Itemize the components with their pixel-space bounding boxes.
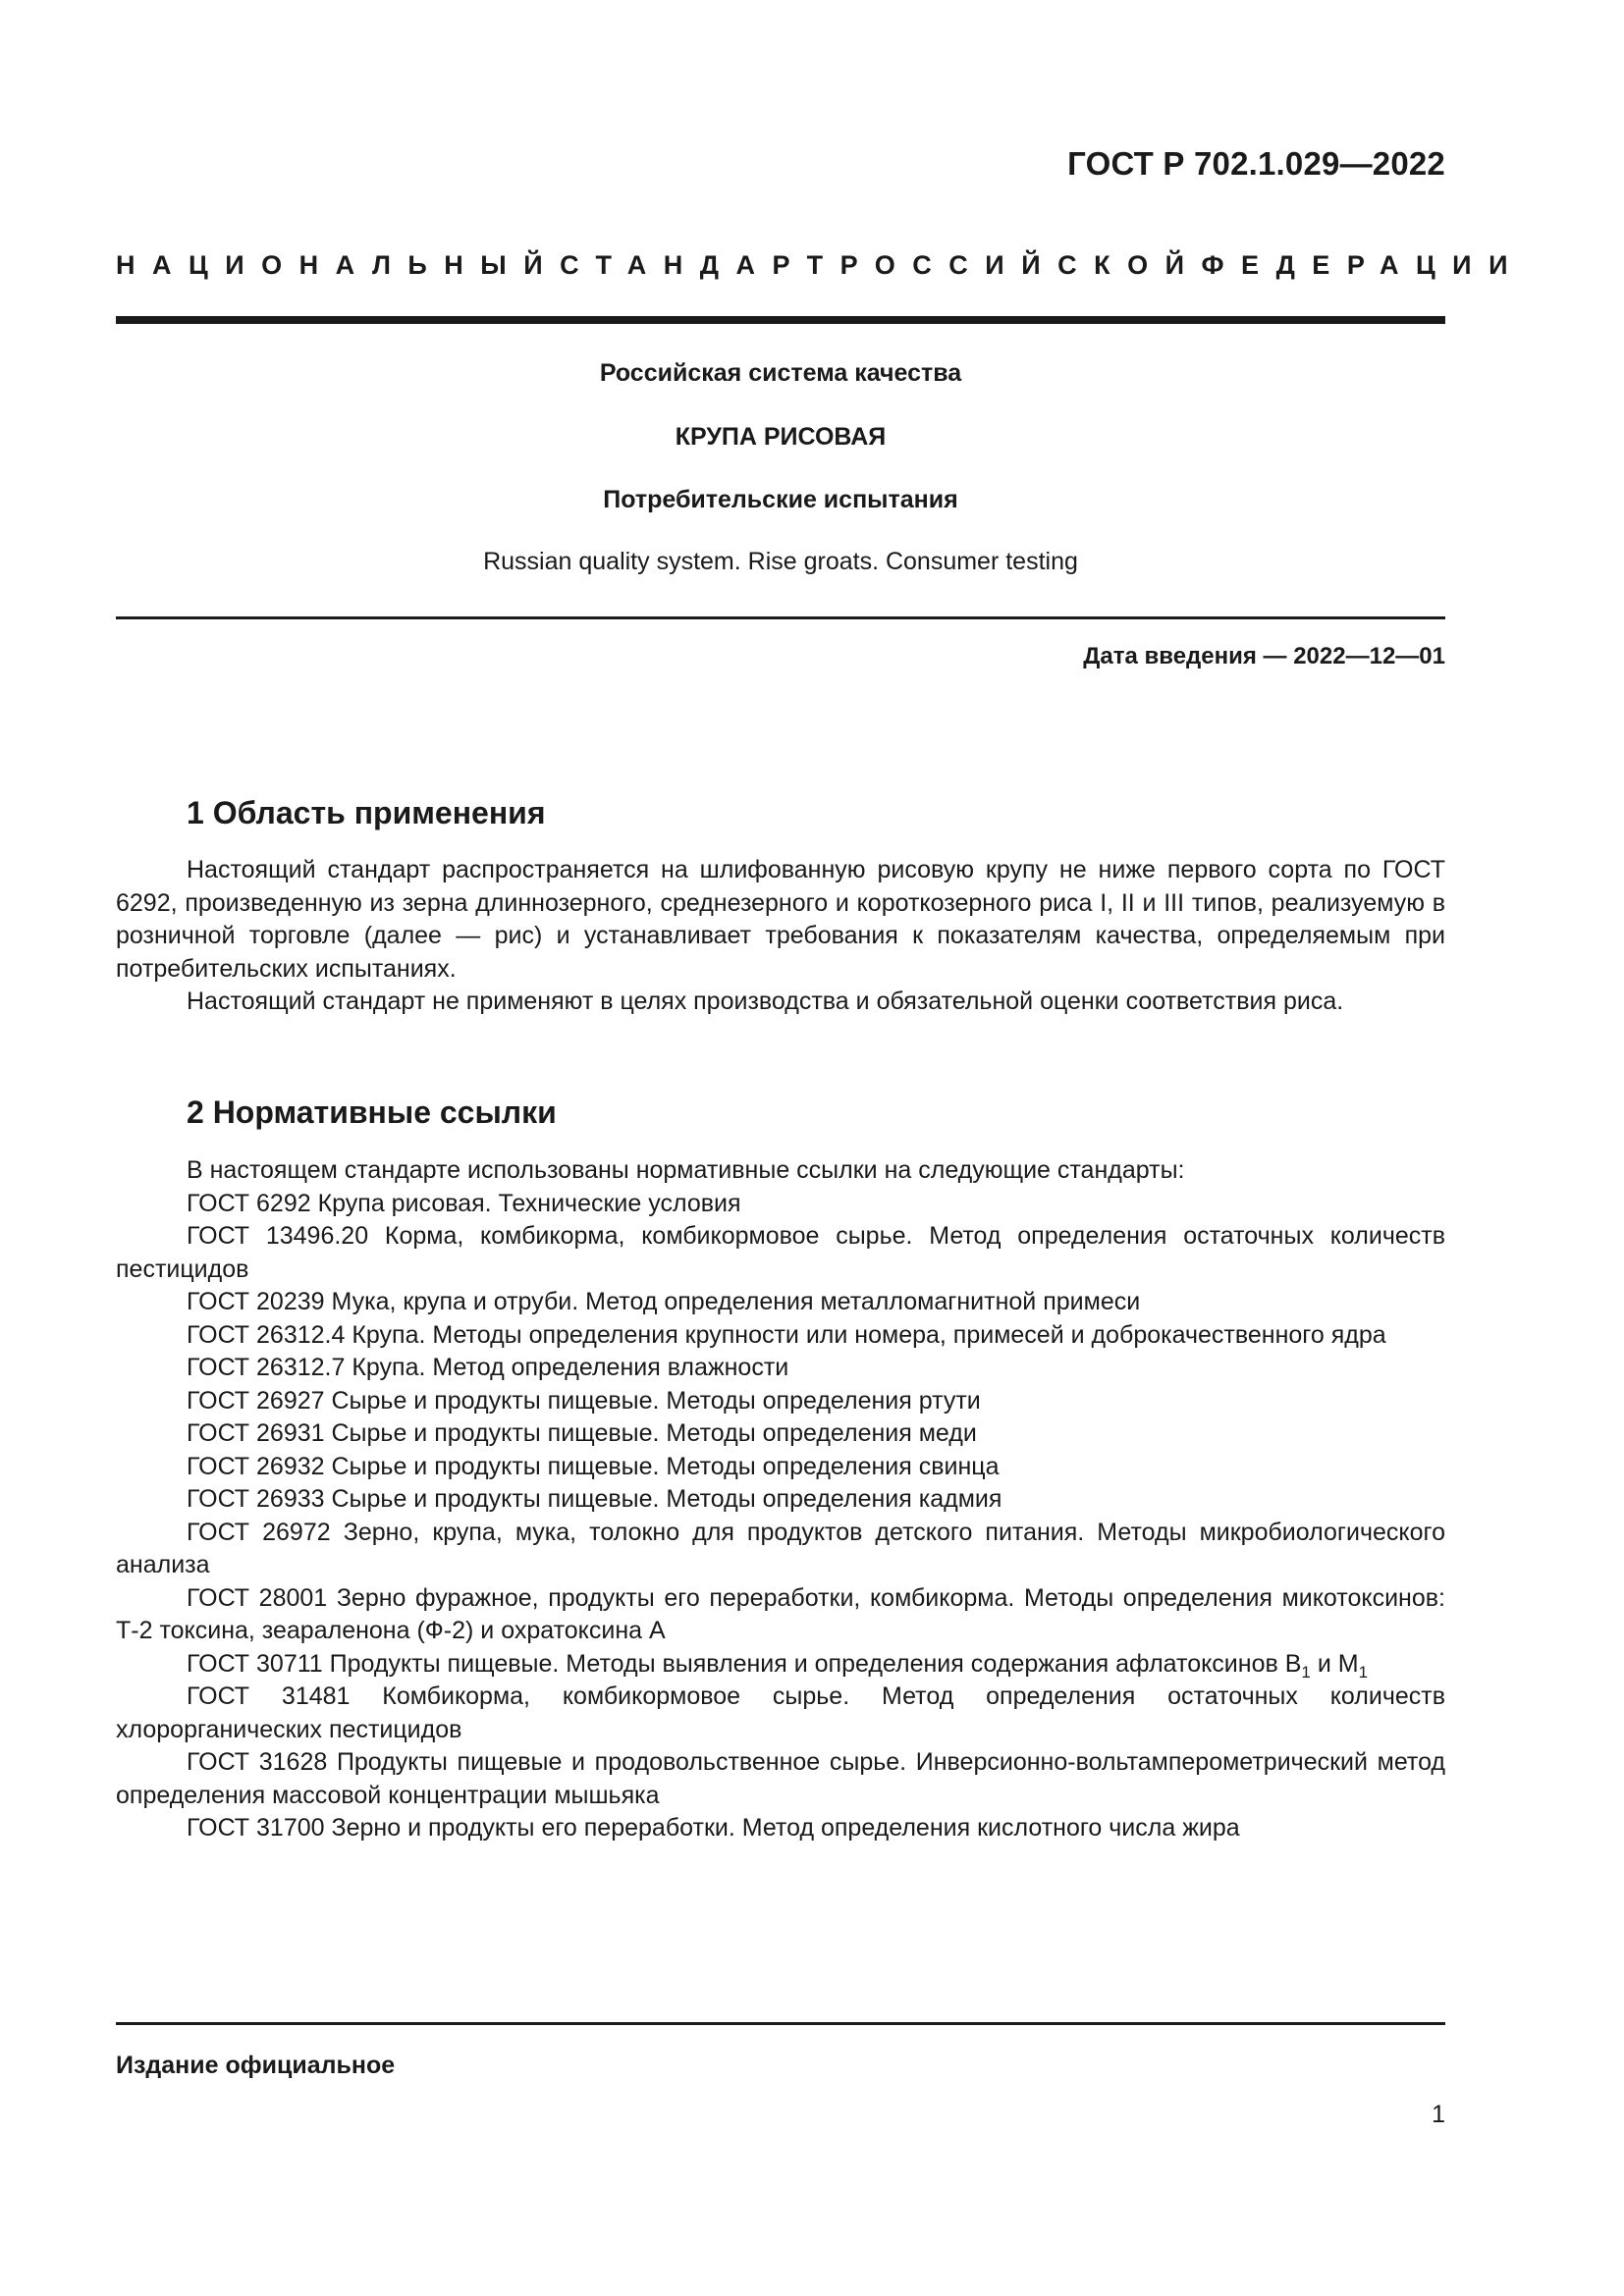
document-page [116,0,1525,2296]
reference-title: Корма, комбикорма, комбикормовое сырье. Метод определения остаточных количеств пестицидов [116,1222,1445,1283]
standard-number: ГОСТ Р 702.1.029—2022 [1067,145,1445,182]
reference-title: Зерно фуражное, продукты его переработки, комбикорма. Методы определения микотоксинов: Т-2 токсина, зеараленона (Ф-2) и охратоксина А [116,1583,1445,1644]
reference-item [116,1286,1445,1319]
section-1-heading: 1 Область применения [187,795,546,830]
reference-title: Сырье и продукты пищевые. Методы определения кадмия [331,1485,1002,1513]
reference-item [116,1812,1445,1845]
reference-code: ГОСТ 26932 [187,1452,325,1480]
official-edition-label: Издание официальное [116,2052,396,2079]
reference-title: Сырье и продукты пищевые. Методы определения свинца [331,1452,1000,1480]
footer-rule [116,2022,1445,2025]
banner-word-1: НАЦИОНАЛЬНЫЙ [116,250,561,280]
reference-item [116,1451,1445,1484]
reference-title: Зерно, крупа, мука, толокно для продуктов детского питания. Методы микробиологического анализа [116,1518,1446,1578]
reference-item [116,1648,1445,1682]
reference-item [116,1352,1445,1385]
reference-title: Сырье и продукты пищевые. Методы определения меди [331,1419,977,1447]
reference-title: Зерно и продукты его переработки. Метод определения кислотного числа жира [331,1814,1240,1842]
reference-title: Мука, крупа и отруби. Метод определения металломагнитной примеси [331,1288,1141,1315]
reference-item [116,1188,1445,1221]
reference-item [116,1517,1445,1582]
national-standard-banner [116,250,1525,281]
reference-code: ГОСТ 13496.20 [187,1222,369,1250]
reference-code: ГОСТ 26927 [187,1386,325,1415]
reference-item [116,1319,1445,1353]
reference-title: Комбикорма, комбикормовое сырье. Метод определения остаточных количеств хлорорганических пестицидов [116,1682,1445,1743]
reference-tail-and: и М [1310,1649,1359,1678]
reference-item [116,1417,1445,1451]
reference-title: Крупа. Методы определения крупности или номера, примесей и доброкачественного ядра [352,1320,1386,1349]
reference-title: Крупа рисовая. Технические условия [317,1189,741,1217]
section-2-heading: 2 Нормативные ссылки [187,1095,557,1130]
reference-item [116,1582,1445,1648]
title-bottom-rule [116,616,1445,619]
reference-code: ГОСТ 20239 [187,1288,325,1315]
reference-title: Крупа. Метод определения влажности [352,1354,789,1381]
reference-item [116,1746,1445,1812]
reference-code: ГОСТ 6292 [187,1189,311,1217]
reference-code: ГОСТ 26931 [187,1419,325,1447]
reference-title: Продукты пищевые. Методы выявления и определения содержания афлатоксинов [329,1649,1278,1678]
reference-code: ГОСТ 26312.4 [187,1320,346,1349]
reference-item [116,1483,1445,1517]
reference-title: Сырье и продукты пищевые. Методы определения ртути [331,1386,981,1415]
reference-code: ГОСТ 31481 [187,1682,351,1710]
document-subtitle: Потребительские испытания [603,486,958,513]
reference-code: ГОСТ 31628 [187,1748,328,1776]
quality-system-line: Российская система качества [599,359,962,387]
section-1-paragraph-2: Настоящий стандарт не применяют в целях производства и обязательной оценки соответствия риса. [187,988,1344,1015]
reference-code: ГОСТ 31700 [187,1814,325,1842]
reference-title: Продукты пищевые и продовольственное сырье. Инверсионно-вольтамперометрический метод определения массовой концентрации мышьяка [116,1748,1446,1809]
reference-tail-b: В [1284,1649,1302,1678]
reference-item [116,1220,1445,1286]
page-number: 1 [1432,2101,1445,2128]
reference-code: ГОСТ 26972 [187,1518,331,1546]
section-2-intro: В настоящем стандарте использованы нормативные ссылки на следующие стандарты: [187,1156,1185,1184]
reference-item [116,1681,1445,1746]
reference-tail-sub-1: 1 [1301,1662,1311,1682]
banner-word-4: ФЕДЕРАЦИИ [1201,250,1525,280]
reference-tail-sub-2: 1 [1358,1662,1369,1682]
normative-references-list [116,1188,1445,1845]
banner-word-2: СТАНДАРТ [560,250,840,280]
section-1-paragraph-1: Настоящий стандарт распространяется на шлифованную рисовую крупу не ниже первого сорта по ГОСТ 6292, произведенную из зерна длиннозерного, среднезерного и короткозерного риса I, II и III типов, реализуемую в розничной торговле (далее — рис) и устанавливает требования к показателям качества, определяемым при потребительских испытаниях. [116,856,1445,983]
reference-code: ГОСТ 28001 [187,1583,328,1612]
reference-code: ГОСТ 26933 [187,1485,325,1513]
english-title: Russian quality system. Rise groats. Consumer testing [483,548,1078,575]
reference-item [116,1385,1445,1418]
reference-code: ГОСТ 30711 [187,1649,323,1678]
document-title: КРУПА РИСОВАЯ [675,423,887,451]
section-1-body [116,854,1445,1019]
header-thick-rule [116,316,1445,324]
banner-word-3: РОССИЙСКОЙ [839,250,1202,280]
section-2-body [116,1154,1445,1845]
introduction-date: Дата введения — 2022—12—01 [1083,643,1445,669]
reference-code: ГОСТ 26312.7 [187,1354,346,1381]
